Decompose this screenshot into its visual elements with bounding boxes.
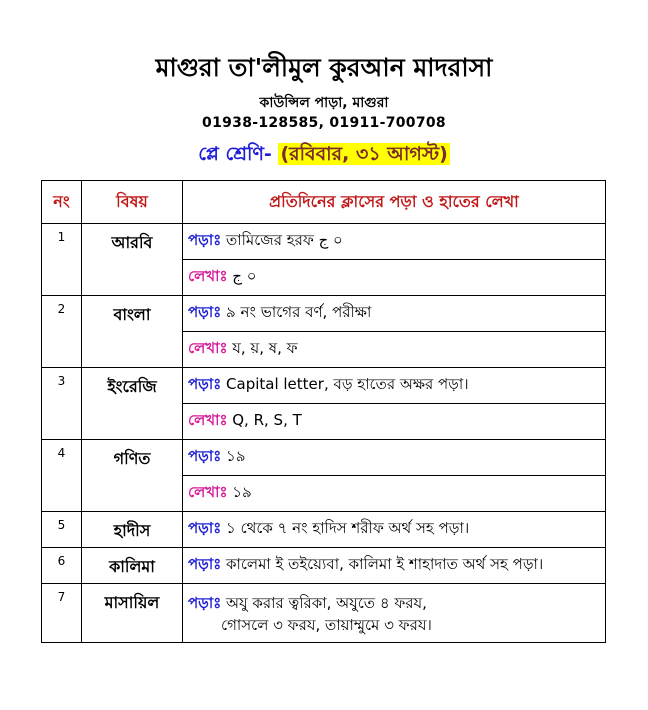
- address: কাউন্সিল পাড়া, মাগুরা: [259, 95, 389, 111]
- write-text: Q, R, S, T: [232, 411, 302, 429]
- read-cell: [183, 584, 606, 643]
- class-name: প্লে শ্রেণি-: [198, 143, 272, 165]
- write-text: ১৯: [232, 483, 252, 501]
- subject-cell: মাসায়িল: [82, 584, 183, 643]
- read-label: পড়াঃ: [188, 447, 222, 465]
- write-label: লেখাঃ: [188, 267, 228, 285]
- phone-numbers: 01938-128585, 01911-700708: [202, 115, 446, 131]
- row-number: 4: [42, 440, 82, 512]
- read-cell: [183, 440, 606, 476]
- write-text: ج ০: [232, 267, 257, 285]
- header-content: প্রতিদিনের ক্লাসের পড়া ও হাতের লেখা: [183, 181, 606, 224]
- read-label: পড়াঃ: [188, 375, 222, 393]
- routine-table: [41, 180, 606, 643]
- header-subject: বিষয়: [82, 181, 183, 224]
- write-label: লেখাঃ: [188, 483, 228, 501]
- read-label: পড়াঃ: [188, 519, 222, 537]
- read-label: পড়াঃ: [188, 555, 222, 573]
- subject-cell: আরবি: [82, 224, 183, 296]
- write-cell: [183, 404, 606, 440]
- subject-cell: ইংরেজি: [82, 368, 183, 440]
- write-cell: [183, 476, 606, 512]
- write-cell: [183, 260, 606, 296]
- table-header-row: [42, 181, 606, 224]
- read-text: তামিজের হরফ ج ০: [226, 231, 343, 249]
- page-title: মাগুরা তা'লীমুল কুরআন মাদরাসা: [155, 53, 493, 82]
- table-row: [42, 224, 606, 260]
- read-label: পড়াঃ: [188, 303, 222, 321]
- write-label: লেখাঃ: [188, 411, 228, 429]
- row-number: 1: [42, 224, 82, 296]
- read-cell: [183, 224, 606, 260]
- read-cell: [183, 512, 606, 548]
- read-cell: [183, 296, 606, 332]
- read-text-line1: অযু করার ত্বরিকা, অযুতে ৪ ফরয,: [226, 594, 427, 612]
- read-cell: [183, 368, 606, 404]
- read-text: Capital letter, বড় হাতের অক্ষর পড়া।: [226, 375, 469, 393]
- read-label: পড়াঃ: [188, 594, 222, 612]
- subject-cell: বাংলা: [82, 296, 183, 368]
- class-line: [0, 140, 648, 172]
- table-row: [42, 548, 606, 584]
- read-text: ১ থেকে ৭ নং হাদিস শরীফ অর্থ সহ পড়া।: [226, 519, 470, 537]
- row-number: 7: [42, 584, 82, 643]
- write-label: লেখাঃ: [188, 339, 228, 357]
- row-number: 2: [42, 296, 82, 368]
- read-text: ৯ নং ভাগের বর্ণ, পরীক্ষা: [226, 303, 372, 321]
- row-number: 3: [42, 368, 82, 440]
- date-highlight: (রবিবার, ৩১ আগস্ট): [280, 143, 448, 165]
- row-number: 5: [42, 512, 82, 548]
- table-row: [42, 368, 606, 404]
- row-number: 6: [42, 548, 82, 584]
- header-no: নং: [42, 181, 82, 224]
- read-text: কালেমা ই তইয়্যেবা, কালিমা ই শাহাদাত অর্থ সহ পড়া।: [226, 555, 544, 573]
- read-cell: [183, 548, 606, 584]
- table-row: [42, 512, 606, 548]
- subject-cell: হাদীস: [82, 512, 183, 548]
- subject-cell: কালিমা: [82, 548, 183, 584]
- write-text: য, য়, ষ, ফ: [232, 339, 298, 357]
- read-text: ১৯: [226, 447, 246, 465]
- write-cell: [183, 332, 606, 368]
- subject-cell: গণিত: [82, 440, 183, 512]
- read-text-line2: গোসলে ৩ ফরয, তায়াম্মুমে ৩ ফরয।: [221, 616, 432, 634]
- table-row: [42, 296, 606, 332]
- table-row: [42, 440, 606, 476]
- table-row: [42, 584, 606, 643]
- read-label: পড়াঃ: [188, 231, 222, 249]
